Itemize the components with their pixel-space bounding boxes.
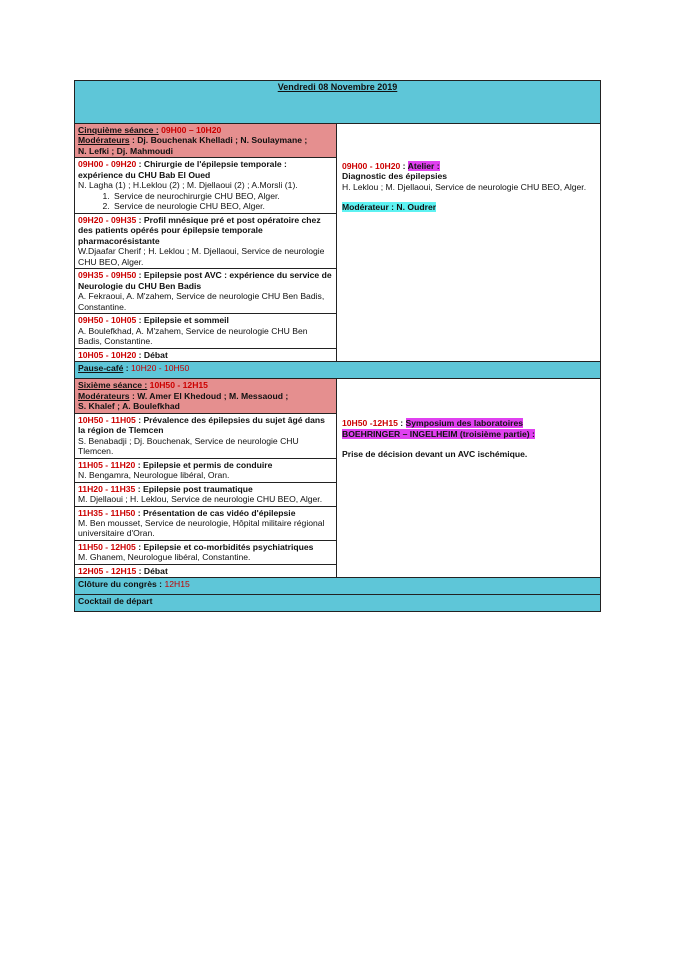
pause-row: [75, 362, 601, 379]
talk-cell: [75, 458, 337, 482]
cocktail-cell: [75, 595, 601, 612]
atelier-title: Diagnostic des épilepsies: [342, 171, 448, 182]
closing-time: 12H15: [164, 579, 190, 590]
talk-cell: [75, 213, 337, 268]
talk-title: : Epilepsie et permis de conduire: [135, 459, 273, 470]
cocktail-row: [75, 595, 601, 612]
day-title: Vendredi 08 Novembre 2019: [277, 82, 398, 92]
atelier-moderator: Modérateur : N. Oudrer: [342, 202, 437, 213]
session6-header: [75, 379, 337, 413]
talk-title: : Epilepsie post AVC : expérience du service de Neurologie du CHU Ben Badis: [78, 270, 332, 291]
talk-title: : Epilepsie post traumatique: [135, 483, 253, 494]
atelier-authors: H. Leklou ; M. Djellaoui, Service de neurologie CHU BEO, Alger.: [342, 181, 587, 192]
session6-moderators-label: Modérateurs: [78, 390, 130, 401]
session5-header-row: [75, 124, 601, 158]
talk-title: : Profil mnésique pré et post opératoire chez des patients opérés pour épilepsie temporale pharmacorésistante: [78, 214, 321, 246]
atelier-cell: [337, 124, 601, 362]
talk-time: 09H50 - 10H05: [78, 315, 137, 326]
symposium-time: 10H50 -12H15: [342, 418, 398, 429]
talk-time: 12H05 - 12H15: [78, 565, 137, 576]
pause-label: Pause-café: [78, 363, 124, 374]
talk-cell: [75, 348, 337, 361]
talk-time: 11H20 - 11H35: [78, 483, 136, 494]
talk-title: : Débat: [136, 349, 168, 360]
talk-title: : Chirurgie de l'épilepsie temporale : expérience du CHU Bab El Oued: [78, 159, 287, 180]
talk-cell: [75, 482, 337, 506]
talk-title: : Epilepsie et sommeil: [136, 315, 229, 326]
pause-sep: :: [123, 363, 132, 374]
closing-row: [75, 578, 601, 595]
session6-label: Sixième séance :: [78, 380, 148, 391]
talk-authors: N. Bengamra, Neurologue libéral, Oran.: [78, 470, 230, 481]
talk-time: 11H05 - 11H20: [78, 459, 136, 470]
pause-cell: [75, 362, 601, 379]
talk-time: 11H35 - 11H50: [78, 507, 136, 518]
session5-moderators-a: : Dj. Bouchenak Khelladi ; N. Soulaymane ;: [131, 135, 308, 146]
session5-label: Cinquième séance :: [78, 125, 159, 135]
affiliation-list: [78, 191, 333, 212]
pause-time: 10H20 - 10H50: [131, 363, 190, 374]
day-header-row: [75, 81, 601, 124]
talk-authors: M. Djellaoui ; H. Leklou, Service de neurologie CHU BEO, Alger.: [78, 494, 323, 505]
closing-cell: [75, 578, 601, 595]
talk-title: : Epilepsie et co-morbidités psychiatriques: [135, 541, 314, 552]
talk-time: 09H35 - 09H50: [78, 270, 137, 281]
talk-time: 10H50 - 11H05: [78, 414, 136, 425]
affiliation-item: 2. Service de neurologie CHU BEO, Alger.: [112, 201, 333, 211]
talk-authors: N. Lagha (1) ; H.Leklou (2) ; M. Djellaoui (2) ; A.Morsli (1).: [78, 180, 298, 191]
session5-time: 09H00 – 10H20: [161, 125, 222, 135]
talk-title: : Prévalence des épilepsies du sujet âgé dans la région de Tlemcen: [78, 414, 325, 436]
talk-time: 10H05 - 10H20: [78, 349, 137, 360]
talk-authors: A. Fekraoui, A. M'zahem, Service de neurologie CHU Ben Badis, Constantine.: [78, 291, 325, 312]
session6-header-row: [75, 379, 601, 413]
atelier-time: 09H00 - 10H20: [342, 161, 401, 171]
talk-time: 09H00 - 09H20: [78, 159, 137, 170]
talk-cell: [75, 269, 337, 314]
atelier-label: Atelier :: [407, 161, 440, 171]
talk-authors: S. Benabadji ; Dj. Bouchenak, Service de neurologie CHU Tlemcen.: [78, 435, 299, 457]
session6-moderators-a: : W. Amer El Khedoud ; M. Messaoud ;: [131, 390, 289, 401]
program-table: [74, 80, 601, 612]
affiliation-item: 1. Service de neurochirurgie CHU BEO, Alger.: [112, 191, 333, 201]
talk-cell: [75, 506, 337, 540]
talk-title: : Présentation de cas vidéo d'épilepsie: [135, 507, 296, 518]
symposium-line1: Symposium des laboratoires: [405, 418, 524, 429]
talk-cell: [75, 158, 337, 213]
talk-authors: M. Ghanem, Neurologue libéral, Constantine.: [78, 552, 251, 563]
talk-cell: [75, 540, 337, 564]
symposium-line2: BOEHRINGER – INGELHEIM (troisième partie) :: [342, 428, 535, 439]
talk-authors: A. Boulefkhad, A. M'zahem, Service de neurologie CHU Ben Badis, Constantine.: [78, 325, 308, 347]
session6-time: 10H50 - 12H15: [149, 380, 208, 391]
session6-moderators-b: S. Khalef ; A. Boulefkhad: [78, 401, 180, 412]
program-sheet: [74, 80, 600, 612]
symposium-colon: :: [397, 418, 406, 429]
day-header-cell: [75, 81, 601, 124]
talk-time: 11H50 - 12H05: [78, 541, 136, 552]
talk-cell: [75, 413, 337, 458]
talk-title: : Débat: [136, 565, 168, 576]
talk-cell: [75, 314, 337, 348]
symposium-topic: Prise de décision devant un AVC ischémique.: [342, 449, 528, 460]
cocktail-label: Cocktail de départ: [78, 596, 153, 607]
talk-authors: M. Ben mousset, Service de neurologie, Hôpital militaire régional universitaire d'Oran.: [78, 517, 325, 539]
closing-label: Clôture du congrès :: [78, 579, 163, 590]
talk-time: 09H20 - 09H35: [78, 214, 137, 225]
atelier-colon: :: [400, 161, 408, 171]
symposium-cell: [337, 379, 601, 578]
session5-header: [75, 124, 337, 158]
talk-authors: W.Djaafar Cherif ; H. Leklou ; M. Djellaoui, Service de neurologie CHU BEO, Alger.: [78, 246, 325, 267]
session5-moderators-label: Modérateurs: [78, 135, 130, 146]
session5-moderators-b: N. Lefki ; Dj. Mahmoudi: [78, 145, 174, 156]
talk-cell: [75, 564, 337, 577]
